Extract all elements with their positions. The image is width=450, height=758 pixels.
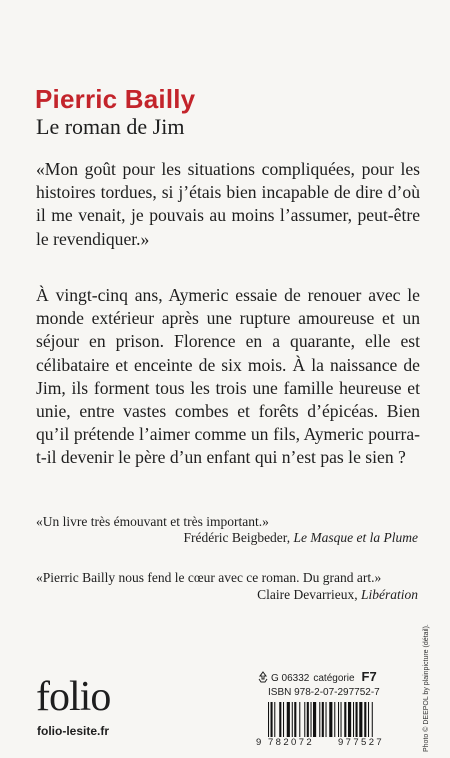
review-source-2 bbox=[257, 586, 418, 603]
review-quote-2: «Pierric Bailly nous fend le cœur avec ce roman. Du grand art.» bbox=[36, 570, 382, 585]
product-code-row bbox=[271, 670, 377, 686]
barcode-bar bbox=[313, 702, 316, 738]
folio-logo: folio bbox=[36, 674, 111, 720]
photo-credit: Photo © DEEPOL by plainpicture (détail). bbox=[423, 624, 430, 752]
barcode-bar bbox=[292, 702, 293, 738]
product-code: G 06332 bbox=[271, 673, 310, 684]
barcode-bar bbox=[341, 702, 342, 738]
barcode-bar bbox=[299, 702, 300, 738]
barcode-digit-group-1: 782072 bbox=[268, 737, 338, 748]
barcode-bar bbox=[334, 702, 335, 738]
author-name: Pierric Bailly bbox=[35, 84, 196, 114]
review-outlet-2: Libération bbox=[360, 587, 418, 602]
barcode-bar bbox=[304, 702, 305, 738]
category-label: catégorie bbox=[313, 673, 355, 684]
category-code: F7 bbox=[361, 669, 377, 684]
barcode-bar bbox=[348, 702, 351, 738]
review-outlet-1: Le Masque et la Plume bbox=[293, 530, 418, 545]
barcode-bar bbox=[274, 702, 275, 738]
barcode-bar bbox=[364, 702, 366, 738]
barcode-digits bbox=[256, 737, 412, 748]
review-source-1 bbox=[183, 529, 418, 546]
review-quote-1: «Un livre très émouvant et très important.» bbox=[36, 514, 269, 529]
barcode-digit-group-2: 977527 bbox=[338, 737, 408, 748]
barcode-bar bbox=[356, 702, 358, 738]
barcode-bar bbox=[307, 702, 309, 738]
barcode-bar bbox=[368, 702, 369, 738]
review-critic-2: Claire Devarrieux, bbox=[257, 587, 358, 602]
barcode-bar bbox=[287, 702, 290, 738]
barcode-bar bbox=[294, 702, 296, 738]
book-title: Le roman de Jim bbox=[36, 114, 185, 139]
barcode-bar bbox=[338, 702, 339, 738]
isbn: ISBN 978-2-07-297752-7 bbox=[268, 687, 380, 698]
barcode-digit-lead: 9 bbox=[256, 737, 262, 748]
barcode-bar bbox=[344, 702, 346, 738]
barcode-bar bbox=[353, 702, 354, 738]
barcode-bar bbox=[329, 702, 332, 738]
epigraph-quote: «Mon goût pour les situations compliquées, pour les histoires tordues, si j’étais bien incapable de dire d’où il me venait, je pouvais au moins l’assumer, peut-être le revendiquer.» bbox=[36, 159, 420, 249]
barcode-bar bbox=[279, 702, 281, 738]
barcode-bar bbox=[319, 702, 320, 738]
barcode-bar bbox=[311, 702, 312, 738]
barcode-bar bbox=[326, 702, 327, 738]
barcode-bar bbox=[283, 702, 284, 738]
synopsis: À vingt-cinq ans, Aymeric essaie de renouer avec le monde extérieur après une rupture amoureuse et un séjour en prison. Florence en a quarante, elle est célibataire et enceinte de six mois. À la naissance de Jim, ils forment tous les trois une famille heureuse et unie, entre vastes combes et forêts d’épicéas. Bien qu’il prétende l’aimer comme un fils, Aymeric pourra-t-il devenir le père d’un enfant qui n’est pas le sien ? bbox=[36, 285, 420, 468]
barcode-bar bbox=[359, 702, 362, 738]
publisher-url: folio-lesite.fr bbox=[37, 724, 110, 738]
review-critic-1: Frédéric Beigbeder, bbox=[183, 530, 291, 545]
recycle-icon bbox=[258, 671, 268, 683]
